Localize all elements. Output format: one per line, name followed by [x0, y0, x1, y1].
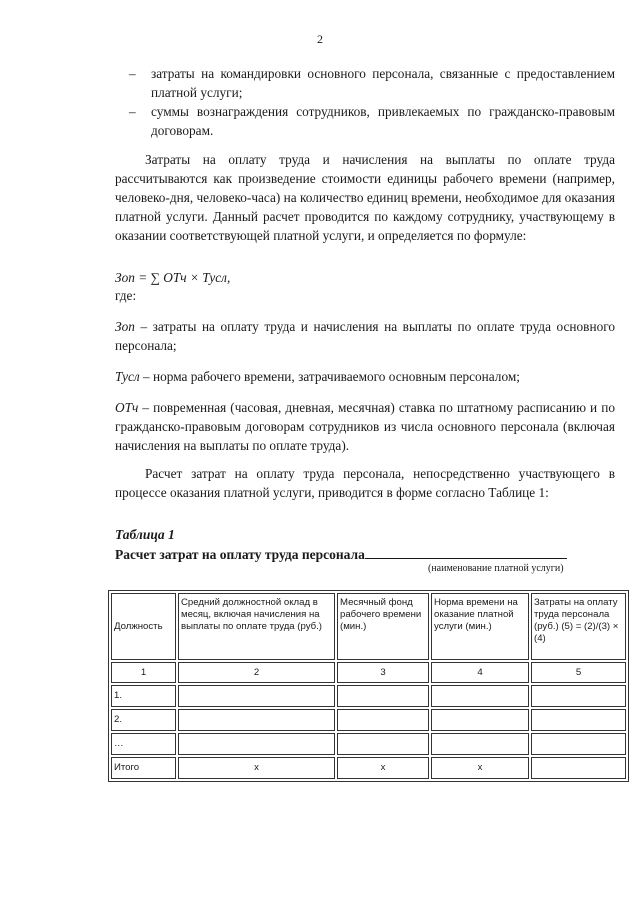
table-cell — [531, 733, 626, 755]
service-name-note: (наименование платной услуги) — [428, 563, 564, 574]
header-cell: Месячный фонд рабочего времени (мин.) — [337, 593, 429, 660]
definition-term: Зоп — [115, 319, 135, 334]
header-cell: Должность — [111, 593, 176, 660]
table-total-row — [111, 757, 626, 779]
definition-text: – норма рабочего времени, затрачиваемого основным персоналом; — [139, 369, 520, 384]
paragraph-cost-calculation: Затраты на оплату труда и начисления на выплаты по оплате труда рассчитываются как произведение стоимости единицы рабочего времени (например, человеко-дня, человеко-часа) на количество единиц времени, необходимое для оказания платной услуги. Данный расчет проводится по каждому сотруднику, участвующему в оказании соответствующей платной услуги, и определяется по формуле: — [115, 152, 615, 243]
table-cell — [178, 685, 335, 707]
total-cell: х — [178, 757, 335, 779]
table-cell: 2. — [111, 709, 176, 731]
header-cell: Затраты на оплату труда персонала (руб.) (5) = (2)/(3) × (4) — [531, 593, 626, 660]
table-heading — [115, 526, 567, 564]
table-cell — [178, 733, 335, 755]
table-cell — [337, 685, 429, 707]
total-label: Итого — [111, 757, 176, 779]
page-number: 2 — [317, 32, 323, 46]
paragraph-table-intro: Расчет затрат на оплату труда персонала, непосредственно участвующего в процессе оказания платной услуги, приводится в форме согласно Таблице 1: — [115, 466, 615, 500]
number-cell: 1 — [111, 662, 176, 683]
table-cell — [531, 709, 626, 731]
table-cell — [337, 709, 429, 731]
bullet-text: затраты на командировки основного персонала, связанные с предоставлением платной услуги; — [151, 66, 615, 100]
table-cell: … — [111, 733, 176, 755]
table-cell — [431, 709, 529, 731]
table-number-row — [111, 662, 626, 683]
number-cell: 2 — [178, 662, 335, 683]
bullet-list — [115, 64, 615, 140]
definition-text: – затраты на оплату труда и начисления на выплаты по оплате труда основного персонала; — [115, 319, 615, 353]
bullet-dash: – — [129, 104, 136, 119]
bullet-item — [115, 102, 615, 140]
table-cell — [178, 709, 335, 731]
header-cell: Норма времени на оказание платной услуги (мин.) — [431, 593, 529, 660]
table-cell — [431, 733, 529, 755]
table-label: Таблица 1 — [115, 527, 175, 542]
total-cell — [531, 757, 626, 779]
definition-text: – повременная (часовая, дневная, месячная) ставка по штатному расписанию и по гражданско-правовым договорам сотрудников из числа основного персонала (включая начисления на выплаты по оплате труда). — [115, 400, 615, 453]
number-cell: 3 — [337, 662, 429, 683]
definition-zop — [115, 317, 615, 355]
cost-table — [108, 590, 629, 782]
table-row — [111, 733, 626, 755]
definition-term: ОТч — [115, 400, 139, 415]
header-cell: Средний должностной оклад в месяц, включая начисления на выплаты по оплате труда (руб.) — [178, 593, 335, 660]
number-cell: 5 — [531, 662, 626, 683]
table-header-row — [111, 593, 626, 660]
table-cell: 1. — [111, 685, 176, 707]
table-title-line — [115, 544, 567, 564]
bullet-text: суммы вознаграждения сотрудников, привлекаемых по гражданско-правовым договорам. — [151, 104, 615, 138]
formula: Зоп = ∑ ОТч × Тусл, — [115, 270, 231, 285]
table-row — [111, 685, 626, 707]
number-cell: 4 — [431, 662, 529, 683]
table-cell — [337, 733, 429, 755]
table-title: Расчет затрат на оплату труда персонала — [115, 547, 365, 562]
where-label: где: — [115, 288, 137, 303]
definition-tusl — [115, 367, 615, 386]
table-cell — [431, 685, 529, 707]
total-cell: х — [431, 757, 529, 779]
table-row — [111, 709, 626, 731]
bullet-item — [115, 64, 615, 102]
definition-otch — [115, 398, 615, 455]
total-cell: х — [337, 757, 429, 779]
definition-term: Тусл — [115, 369, 140, 384]
table-cell — [531, 685, 626, 707]
service-name-blank — [365, 544, 567, 559]
bullet-dash: – — [129, 66, 136, 81]
